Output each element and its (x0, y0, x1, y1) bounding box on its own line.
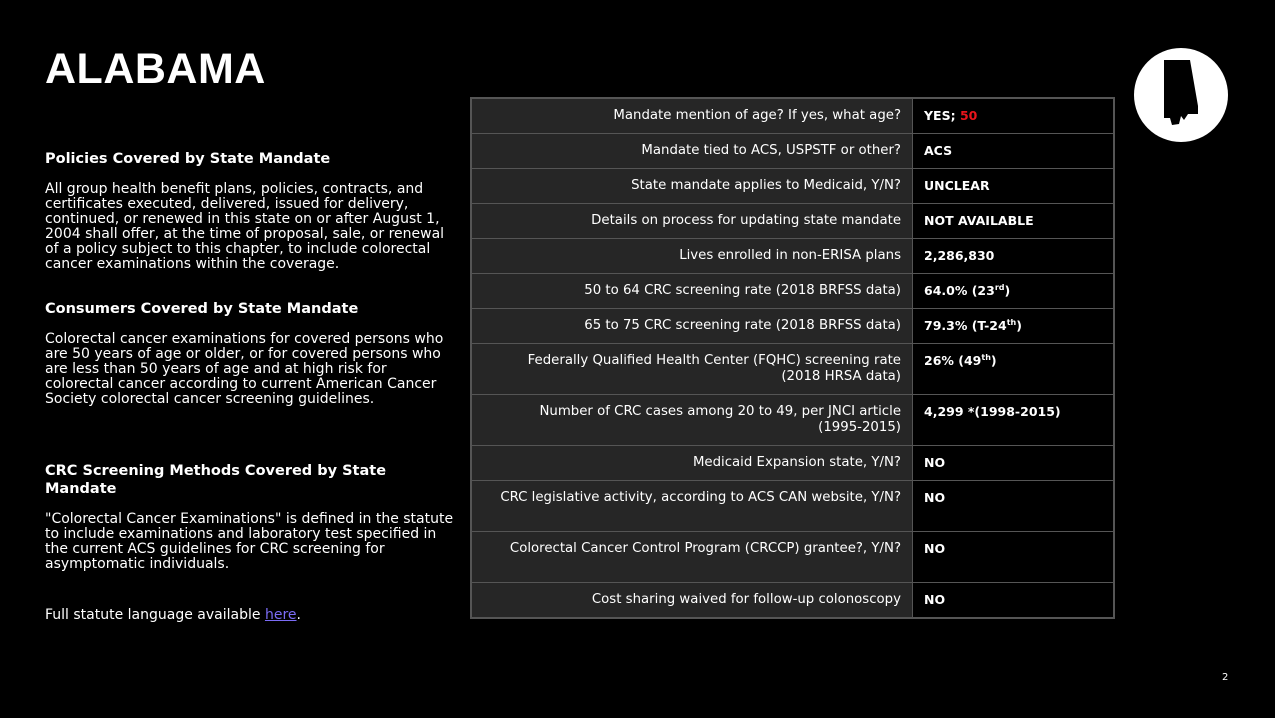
table-row (472, 239, 1114, 274)
state-logo (1134, 48, 1228, 142)
row-question: Medicaid Expansion state, Y/N? (472, 446, 913, 481)
row-question: Mandate tied to ACS, USPSTF or other? (472, 134, 913, 169)
table-row (472, 481, 1114, 532)
table-row (472, 204, 1114, 239)
consumers-heading: Consumers Covered by State Mandate (45, 301, 359, 317)
row-question: Cost sharing waived for follow-up colonoscopy (472, 583, 913, 618)
table-row (472, 583, 1114, 618)
row-question: CRC legislative activity, according to ACS CAN website, Y/N? (472, 481, 913, 532)
row-answer: 4,299 *(1998-2015) (913, 395, 1114, 446)
footer-prefix: Full statute language available (45, 607, 265, 623)
row-answer: NO (913, 446, 1114, 481)
row-answer: NO (913, 583, 1114, 618)
consumers-body: Colorectal cancer examinations for covered persons who are 50 years of age or older, or for covered persons who are less than 50 years of age and at high risk for colorectal cancer according to current American Cancer Society colorectal cancer screening guidelines. (45, 331, 444, 407)
policies-heading: Policies Covered by State Mandate (45, 151, 331, 167)
table-row (472, 446, 1114, 481)
row-answer: 64.0% (23rd) (913, 274, 1114, 309)
row-question: Colorectal Cancer Control Program (CRCCP) grantee?, Y/N? (472, 532, 913, 583)
mandate-table (470, 97, 1115, 619)
table-row (472, 169, 1114, 204)
row-question: 65 to 75 CRC screening rate (2018 BRFSS data) (472, 309, 913, 344)
alabama-state-silhouette-icon (1134, 48, 1228, 142)
row-answer: ACS (913, 134, 1114, 169)
table-row (472, 134, 1114, 169)
row-question: Mandate mention of age? If yes, what age? (472, 99, 913, 134)
row-question: Federally Qualified Health Center (FQHC) screening rate (2018 HRSA data) (472, 344, 913, 395)
left-column (45, 150, 455, 572)
methods-body: "Colorectal Cancer Examinations" is defined in the statute to include examinations and laboratory test specified in the current ACS guidelines for CRC screening for asymptomatic individuals. (45, 511, 454, 572)
table-row (472, 99, 1114, 134)
row-question: State mandate applies to Medicaid, Y/N? (472, 169, 913, 204)
row-answer: YES; 50 (913, 99, 1114, 134)
table-row (472, 274, 1114, 309)
table-row (472, 309, 1114, 344)
row-answer: NO (913, 532, 1114, 583)
table-row (472, 532, 1114, 583)
statute-link[interactable]: here (264, 607, 297, 623)
methods-heading: CRC Screening Methods Covered by State Mandate (45, 463, 387, 497)
row-answer: NO (913, 481, 1114, 532)
page-number: 2 (1222, 672, 1229, 683)
row-answer: NOT AVAILABLE (913, 204, 1114, 239)
table-row (472, 395, 1114, 446)
row-answer: 79.3% (T-24th) (913, 309, 1114, 344)
row-answer: 26% (49th) (913, 344, 1114, 395)
row-question: 50 to 64 CRC screening rate (2018 BRFSS data) (472, 274, 913, 309)
row-answer: UNCLEAR (913, 169, 1114, 204)
row-question: Number of CRC cases among 20 to 49, per JNCI article (1995-2015) (472, 395, 913, 446)
row-answer: 2,286,830 (913, 239, 1114, 274)
statute-footer (45, 606, 301, 624)
policies-body: All group health benefit plans, policies, contracts, and certificates executed, delivered, issued for delivery, continued, or renewed in this state on or after August 1, 2004 shall offer, at the time of proposal, sale, or renewal of a policy subject to this chapter, to include colorectal cancer examinations within the coverage. (45, 181, 445, 272)
table-row (472, 344, 1114, 395)
page-title: ALABAMA (45, 45, 266, 93)
row-question: Details on process for updating state mandate (472, 204, 913, 239)
row-question: Lives enrolled in non-ERISA plans (472, 239, 913, 274)
footer-suffix: . (296, 607, 301, 623)
